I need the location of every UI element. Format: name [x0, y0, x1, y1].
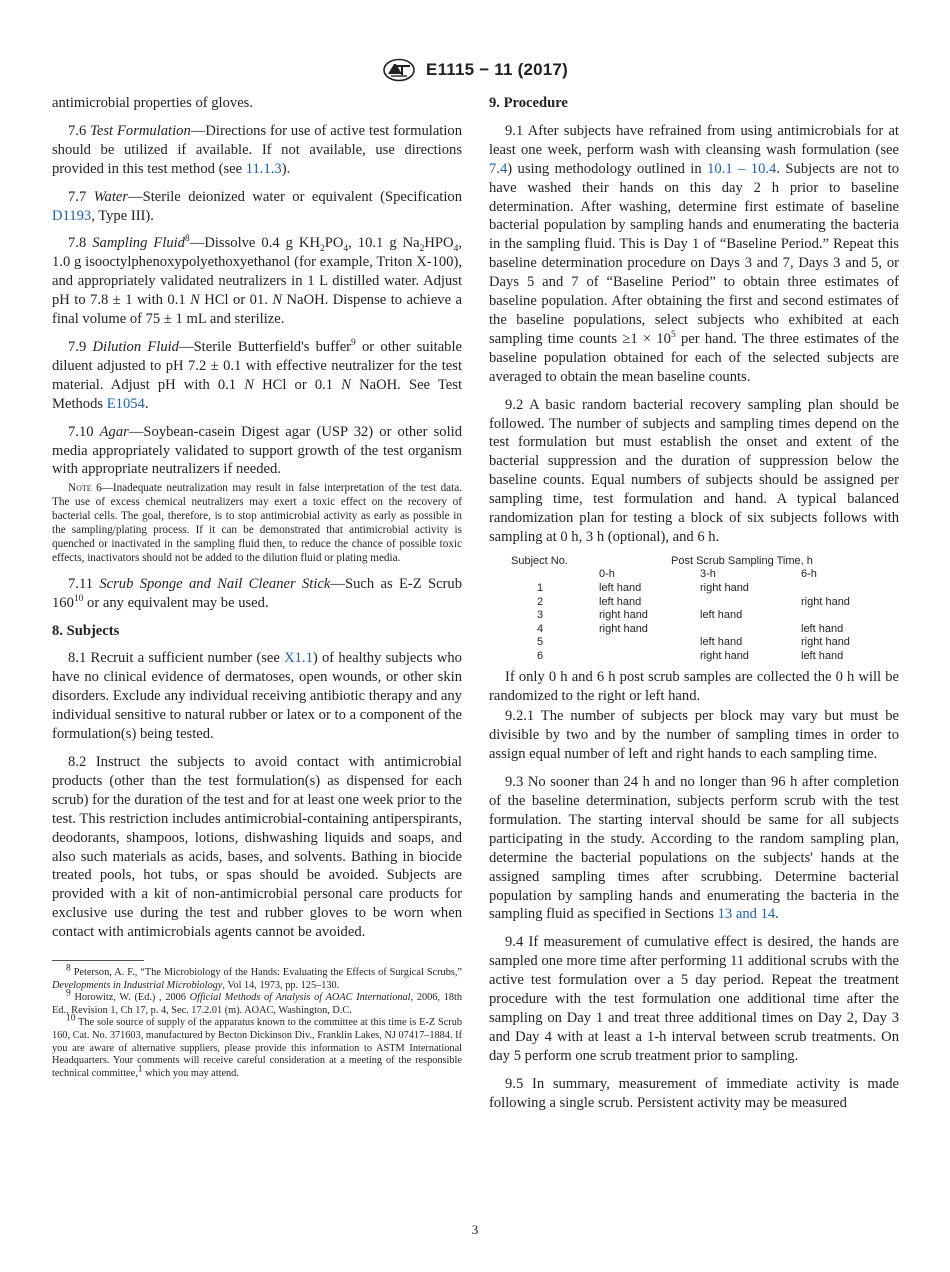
- section-7-10: 7.10 Agar—Soybean-casein Digest agar (USP 32) or other solid media appropriately validated to support growth of the test organism with appropriate neutralizers if needed.: [52, 423, 462, 478]
- header-time-6h: 6-h: [801, 568, 817, 581]
- header-time-0h: 0-h: [599, 568, 615, 581]
- table-row: 1 left hand right hand: [537, 582, 749, 595]
- table-row: 6 right hand left hand: [537, 650, 844, 662]
- footnote-ref-8: 8: [184, 234, 190, 245]
- link-sections-13-14[interactable]: 13 and 14: [717, 906, 776, 923]
- section-8-1: 8.1 Recruit a sufficient number (see X1.1) of healthy subjects who have no clinical evidence of dermatoses, open wounds, or other skin disorders. Exclude any individual receiving antibiotic therapy and any individual sensitive to natural rubber or latex or to a component of the formulation(s) being tested.: [52, 650, 462, 743]
- footnote-9: $^9$ Horowitz, W. (Ed.) , 2006 Official Methods of Analysis of AOAC International, 2006, 18th Ed., Revision 1, Ch 17, p. 4, Sec. 17.2.01 (m). AOAC, Washington, D.C.: [52, 988, 463, 1016]
- section-9-2-continued: If only 0 h and 6 h post scrub samples are collected the 0 h will be randomized to the right or left hand.: [489, 668, 899, 704]
- right-column: [489, 94, 899, 1113]
- header-time-3h: 3-h: [700, 568, 716, 581]
- page-header: [0, 58, 950, 82]
- section-heading-8: 8. Subjects: [52, 622, 120, 639]
- table-subheader-row: [511, 568, 891, 582]
- section-9-1: 9.1 After subjects have refrained from using antimicrobials for at least one week, perform wash with cleansing wash formulation (see 7.4) using methodology outlined in 10.1 – 10.4. Subjects are not to have washed their hands on this day 2 h prior to baseline determination. After washing, determine first estimate of baseline bacterial population by sampling hands and enumerating the bacteria in the sampling fluid. This is Day 1 of “Baseline Period.” Repeat this baseline determination procedure on Days 3 and 7, Days 3 and 5, or Days 5 and 7 of “Baseline Period” to obtain three estimates of baseline population. After obtaining the first and second estimates of the baseline populations, select subjects who exhibited at each sampling time counts $\ge 1 \times 10^5$ per hand. The three estimates of the baseline population obtained for each of the selected subjects are averaged to obtain the mean baseline counts.: [489, 122, 900, 385]
- section-9-2: 9.2 A basic random bacterial recovery sampling plan should be followed. The number of subjects and sampling times depend on the test formulation but must establish the onset and extent of the bacterial suppression and the duration of suppression below the baseline counts. Equal numbers of subjects should be assigned per sampling time, test formulation and hand. A typical balanced randomization plan for testing a block of six subjects follows with sampling at 0 h, 3 h (optional), and 6 h.: [489, 396, 899, 545]
- section-7-6: 7.6 Test Formulation—Directions for use of active test formulation should be utilized if available. If not available, use directions provided in this test method (see 11.1.3).: [52, 122, 463, 177]
- footnote-10: $^{10}$ The sole source of supply of the apparatus known to the committee at this time is E-Z Scrub 160, Cat. No. 371603, manufactured by Becton Dickinson Div., Franklin Lakes, NJ 07417–1884. If you are aware of alternative suppliers, please provide this information to ASTM International Headquarters. Your comments will receive careful consideration at a meeting of the responsible technical committee,$^1$ which you may attend.: [52, 1014, 462, 1079]
- link-10-1-10-4[interactable]: 10.1 – 10.4: [707, 160, 777, 177]
- footnote-8: $^8$ Peterson, A. F., “The Microbiology of the Hands: Evaluating the Effects of Surgical Scrubs,” Developments in Industrial Microbiology, Vol 14, 1973, pp. 125–130.: [52, 963, 462, 991]
- page-number: 3: [471, 1222, 479, 1237]
- section-8-2: 8.2 Instruct the subjects to avoid contact with antimicrobial products (other than the test formulation(s) as dispensed for each scrub) for the duration of the test and for at least one week prior to the test. This restriction includes antimicrobial-containing antiperspirants, deodorants, shampoos, lotions, dishwashing liquids and soaps, and also such materials as acids, bases, and solvents. Bathing in biocide treated pools, hot tubs, or spas should be avoided. Subjects are provided with a kit of non-antimicrobial personal care products for exclusive use during the test and rubber gloves to be worn when contact with antimicrobials agents cannot be avoided.: [52, 754, 462, 941]
- section-7-11: 7.11 Scrub Sponge and Nail Cleaner Stick—Such as E-Z Scrub $160^{10}$ or any equivalent may be used.: [52, 575, 462, 611]
- link-11-1-3[interactable]: 11.1.3: [245, 160, 282, 177]
- section-9-4: 9.4 If measurement of cumulative effect is desired, the hands are sampled one more time after performing 11 additional scrubs with the active test formulation over a 5 day period. Repeat the treatment procedure with the test formulation one additional time after the sampling on Day 1 and treat three additional times on Day 2, Day 3 and Day 4 with at least a 1-h interval between scrub treatments. On day 5 perform one scrub treatment prior to sampling.: [489, 934, 899, 1064]
- astm-logo-icon: [382, 58, 416, 82]
- table-row: 5 left hand right hand: [537, 636, 850, 649]
- table-row: 2 left hand right hand: [537, 595, 850, 608]
- randomization-plan-table: [511, 555, 891, 664]
- section-7-9: 7.9 Dilution Fluid—Sterile Butterfield's buffer$^9$ or other suitable diluent adjusted to pH 7.2 ± 0.1 with effective neutralizer for the test material. Adjust pH with 0.1 N HCl or 0.1 N NaOH. See Test Methods E1054.: [52, 338, 462, 412]
- link-d1193[interactable]: D1193: [52, 207, 92, 224]
- paragraph-continuation: antimicrobial properties of gloves.: [52, 95, 254, 111]
- table-row: 4 right hand left hand: [537, 622, 844, 635]
- table-header-row: [511, 555, 891, 569]
- footnote-ref-10: 10: [73, 593, 84, 604]
- section-7-8: 7.8 Sampling Fluid$^8$—Dissolve 0.4 g $KH_2PO_4$, 10.1 g $Na_2HPO_4$, 1.0 g isooctylphenoxypolyethoxyethanol (for example, Triton X-100), and appropriately validated neutralizers in 1 L distilled water. Adjust pH to 7.8 ± 1 with 0.1 N HCl or 01. N NaOH. Dispense to achieve a final volume of 75 ± 1 mL and sterilize.: [52, 234, 463, 328]
- link-e1054[interactable]: E1054: [106, 395, 145, 412]
- section-9-5: 9.5 In summary, measurement of immediate activity is made following a single scrub. Persistent activity may be measured: [489, 1075, 899, 1111]
- section-7-7: 7.7 Water—Sterile deionized water or equivalent (Specification D1193, Type III).: [52, 188, 462, 224]
- section-heading-9: 9. Procedure: [489, 95, 568, 111]
- link-7-4[interactable]: 7.4: [489, 160, 508, 177]
- section-9-3: 9.3 No sooner than 24 h and no longer than 96 h after completion of the baseline determination, subjects perform scrub with the test formulation. The starting interval should be same for all subjects participating in the study. According to the random sampling plan, determine the bacterial populations on the subjects' hands at the assigned sampling times after scrubbing. Determine bacterial population by sampling hands and enumerating the bacteria in the sampling fluid as specified in Sections 13 and 14.: [489, 774, 899, 923]
- table-row: 3 right hand left hand: [537, 609, 743, 622]
- footnote-ref-9: 9: [351, 338, 356, 349]
- footnote-divider: [52, 960, 144, 961]
- note-6: Note 6—Inadequate neutralization may result in false interpretation of the test data. The use of excess chemical neutralizers may exert a toxic effect on the recovery of bacterial cells. The goal, therefore, is to stop antimicrobial activity as early as possible in the sampling/plating process. If it can be demonstrated that antimicrobial activity is quenched or inactivated in the sampling fluid then, to reduce the chance of possible toxic effects, inactivators should not be added to the dilution fluid or plating media.: [52, 482, 462, 564]
- link-x1-1[interactable]: X1.1: [284, 650, 313, 667]
- left-column: [52, 94, 462, 1080]
- header-sampling-time: Post Scrub Sampling Time, h: [671, 554, 813, 567]
- section-9-2-1: 9.2.1 The number of subjects per block may vary but must be divisible by two and by the number of sampling times in order to assign equal number of left and right hands to each sampling time.: [489, 708, 899, 763]
- document-title: E1115 − 11 (2017): [426, 60, 568, 79]
- header-subject-no: Subject No.: [511, 554, 568, 567]
